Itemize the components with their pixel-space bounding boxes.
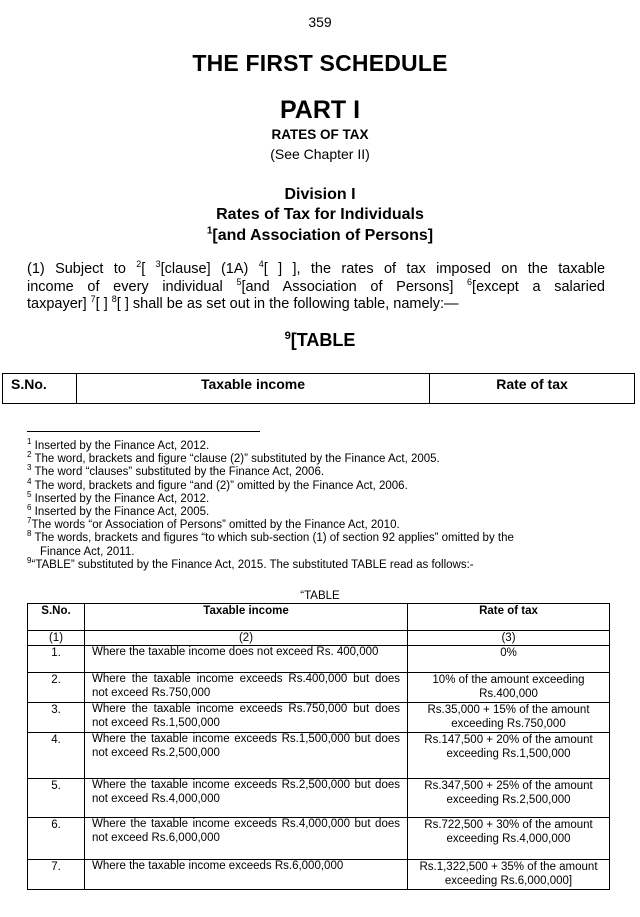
rate-line: Rs.400,000 — [479, 687, 538, 700]
row-taxable-income: Where the taxable income does not exceed Rs. 400,000 — [85, 646, 408, 673]
table-row — [28, 779, 610, 818]
text: [and Association of Persons] — [241, 278, 468, 295]
part-title: PART I — [279, 96, 361, 124]
table-title-text: [TABLE — [290, 330, 356, 350]
row-taxable-income: Where the taxable income exceeds Rs.4,000,000 but does not exceed Rs.6,000,000 — [85, 818, 408, 860]
rate-line: 0% — [500, 647, 517, 659]
text: taxpayer] — [27, 296, 91, 312]
table-row — [28, 646, 610, 673]
footnote-continuation: Finance Act, 2011. — [40, 545, 135, 558]
column-number: (1) — [28, 631, 85, 646]
footnote-ref: 2 — [136, 259, 142, 270]
row-sno: 2. — [28, 673, 85, 703]
rate-line: exceeding Rs.4,000,000 — [446, 832, 571, 845]
rate-line: Rs.722,500 + 30% of the amount — [424, 819, 593, 831]
paragraph-line — [27, 261, 605, 279]
text: [ ] shall be as set out in the following table, namely:— — [116, 296, 459, 312]
rates-paragraph — [27, 261, 605, 314]
substituted-rates-table — [27, 603, 610, 890]
rate-line: Rs.347,500 + 25% of the amount — [424, 780, 593, 792]
rates-header-table — [2, 373, 635, 404]
row-taxable-income: Where the taxable income exceeds Rs.400,000 but does not exceed Rs.750,000 — [85, 673, 408, 703]
row-sno: 6. — [28, 818, 85, 860]
footnote-text: Inserted by the Finance Act, 2012. — [31, 492, 210, 505]
footnote-ref: 9 — [284, 330, 291, 342]
table-row — [28, 703, 610, 733]
table-row — [28, 818, 610, 860]
footnote-item — [27, 463, 607, 479]
footnote-number: 7 — [27, 516, 32, 526]
footnote-number: 9 — [27, 556, 32, 565]
header-rate-of-tax: Rate of tax — [430, 374, 635, 404]
row-sno: 1. — [28, 646, 85, 673]
row-rate-of-tax — [408, 733, 610, 779]
table-title — [0, 330, 640, 351]
footnote-number: 1 — [27, 437, 32, 447]
rate-line: exceeding Rs.1,500,000 — [446, 747, 571, 760]
text: [ ] — [95, 296, 112, 312]
rate-line: Rs.147,500 + 20% of the amount — [424, 734, 593, 746]
see-chapter-note: (See Chapter II) — [270, 146, 370, 162]
footnote-item — [27, 489, 607, 506]
footnote-text: “TABLE” substituted by the Finance Act, 2015. The substituted TABLE read as follows:- — [31, 558, 474, 571]
footnote-text: Inserted by the Finance Act, 2005. — [31, 506, 210, 519]
division-heading: Division I — [284, 186, 356, 203]
header-rate-of-tax: Rate of tax — [408, 604, 610, 631]
text: [ — [141, 261, 156, 277]
division-subheading: Rates of Tax for Individuals — [216, 206, 424, 223]
division-amendment-text: [and Association of Persons] — [212, 227, 434, 244]
footnote-number: 4 — [27, 476, 32, 486]
division-amendment — [0, 227, 640, 245]
text: (1) Subject to — [27, 261, 137, 277]
footnote-text: The word “clauses” substituted by the Finance Act, 2006. — [31, 466, 325, 479]
footnote-number: 6 — [27, 503, 32, 513]
footnote-ref: 5 — [236, 276, 242, 287]
footnote-item — [27, 516, 607, 532]
column-number: (2) — [85, 631, 408, 646]
table-row — [28, 673, 610, 703]
row-rate-of-tax — [408, 703, 610, 733]
footnote-item — [27, 556, 607, 572]
rate-line: exceeding Rs.6,000,000] — [444, 874, 573, 887]
row-rate-of-tax — [408, 818, 610, 860]
footnote-number: 2 — [27, 450, 32, 460]
row-sno: 4. — [28, 733, 85, 779]
footnote-text: The words, brackets and figures “to which sub-section (1) of section 92 applies” omitted by the — [31, 532, 514, 545]
row-sno: 5. — [28, 779, 85, 818]
footnote-ref: 4 — [258, 259, 264, 270]
text: [clause] (1A) — [160, 261, 259, 277]
footnote-ref: 1 — [206, 225, 213, 237]
row-rate-of-tax — [408, 673, 610, 703]
header-sno: S.No. — [3, 374, 77, 404]
row-taxable-income: Where the taxable income exceeds Rs.2,500,000 but does not exceed Rs.4,000,000 — [85, 779, 408, 818]
table-row — [28, 860, 610, 890]
substituted-table-caption: “TABLE — [300, 590, 340, 602]
rate-line: exceeding Rs.750,000 — [451, 717, 566, 730]
text: income of every individual — [27, 278, 237, 295]
footnote-item — [27, 476, 607, 493]
footnote-item — [27, 503, 607, 519]
footnote-item — [27, 450, 607, 466]
footnote-ref: 6 — [467, 276, 473, 287]
row-rate-of-tax — [408, 779, 610, 818]
footnote-item — [27, 437, 607, 453]
footnote-ref: 8 — [111, 294, 117, 305]
table-header-row — [28, 604, 610, 631]
footnote-text: The words “or Association of Persons” omitted by the Finance Act, 2010. — [31, 519, 400, 532]
schedule-title: THE FIRST SCHEDULE — [192, 50, 448, 76]
footnote-divider — [27, 431, 260, 432]
footnote-item — [27, 529, 607, 545]
row-rate-of-tax — [408, 860, 610, 890]
header-taxable-income: Taxable income — [77, 374, 430, 404]
table-row — [28, 733, 610, 779]
rate-line: Rs.35,000 + 15% of the amount — [427, 704, 590, 716]
header-sno: S.No. — [28, 604, 85, 631]
row-rate-of-tax — [408, 646, 610, 673]
row-taxable-income: Where the taxable income exceeds Rs.750,000 but does not exceed Rs.1,500,000 — [85, 703, 408, 733]
footnotes — [27, 437, 607, 572]
footnote-number: 8 — [27, 529, 32, 539]
column-number: (3) — [408, 631, 610, 646]
header-taxable-income: Taxable income — [85, 604, 408, 631]
row-taxable-income: Where the taxable income exceeds Rs.6,000,000 — [85, 860, 408, 890]
table-header-row — [3, 374, 635, 404]
footnote-text: The word, brackets and figure “and (2)” omitted by the Finance Act, 2006. — [31, 479, 408, 492]
footnote-ref: 3 — [155, 259, 161, 270]
footnote-text: Inserted by the Finance Act, 2012. — [31, 440, 210, 452]
row-sno: 3. — [28, 703, 85, 733]
page-number: 359 — [308, 14, 332, 30]
footnote-number: 3 — [27, 463, 32, 473]
footnote-number: 5 — [27, 489, 32, 499]
footnote-text: The word, brackets and figure “clause (2)” substituted by the Finance Act, 2005. — [31, 453, 440, 466]
row-taxable-income: Where the taxable income exceeds Rs.1,500,000 but does not exceed Rs.2,500,000 — [85, 733, 408, 779]
footnote-ref: 7 — [90, 294, 96, 305]
text: [ ] ], the rates of tax imposed on the taxable — [263, 261, 606, 277]
paragraph-line — [27, 296, 605, 314]
rate-line: exceeding Rs.2,500,000 — [446, 793, 571, 806]
column-numbering-row — [28, 631, 610, 646]
rate-line: 10% of the amount exceeding — [432, 674, 585, 686]
rate-line: Rs.1,322,500 + 35% of the amount — [419, 861, 598, 873]
rates-heading: RATES OF TAX — [271, 127, 369, 142]
text: [except a salaried — [472, 278, 605, 295]
row-sno: 7. — [28, 860, 85, 890]
